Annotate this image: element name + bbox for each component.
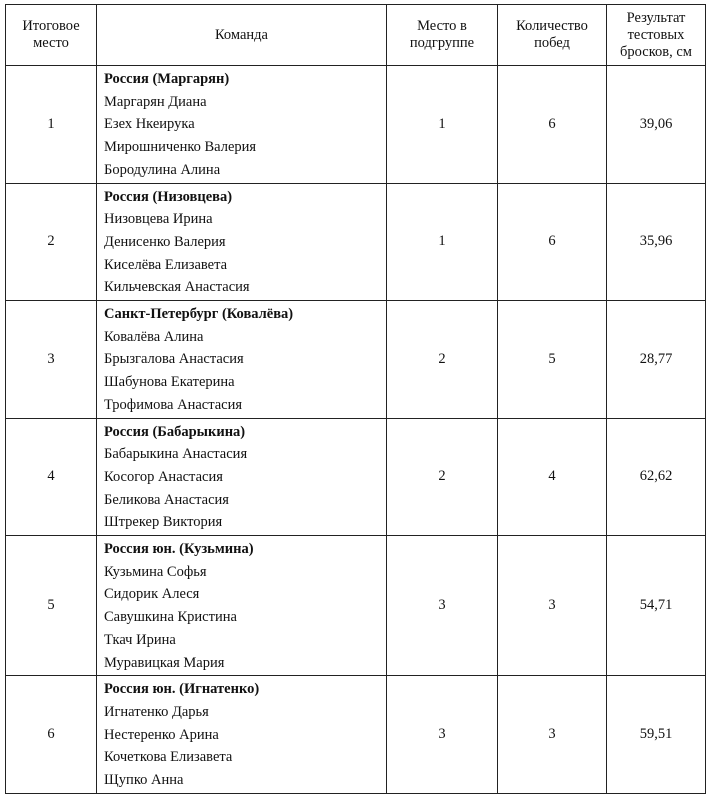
- final-place-cell: 5: [6, 536, 97, 676]
- team-cell: [97, 66, 387, 184]
- throws-result-cell: 39,06: [607, 66, 706, 184]
- team-member: Кильчевская Анастасия: [104, 279, 250, 296]
- header-subgroup-place-line: Место в: [417, 18, 467, 34]
- table-row: [6, 536, 706, 676]
- header-throws-line: Результат: [626, 9, 686, 26]
- table-row: [6, 676, 706, 794]
- team-member: Бородулина Алина: [104, 161, 221, 178]
- team-name: Россия (Маргарян): [104, 71, 230, 87]
- header-subgroup-place: [387, 5, 498, 66]
- header-wins-line: Количество: [516, 18, 588, 34]
- header-final-place-line: место: [33, 35, 69, 51]
- wins-cell: 6: [498, 66, 607, 184]
- header-wins-line: побед: [534, 35, 570, 51]
- final-place-cell: 6: [6, 676, 97, 794]
- table-row: [6, 301, 706, 419]
- team-name: Россия юн. (Кузьмина): [104, 541, 254, 558]
- subgroup-place-cell: 1: [387, 66, 498, 184]
- header-throws-line: бросков, см: [620, 43, 692, 60]
- team-member: Савушкина Кристина: [104, 609, 237, 626]
- team-cell: [97, 301, 387, 419]
- team-name: Санкт-Петербург (Ковалёва): [104, 306, 294, 323]
- team-member: Ковалёва Алина: [104, 328, 204, 345]
- team-member: Шабунова Екатерина: [104, 374, 235, 391]
- team-member: Езех Нкеирука: [104, 116, 195, 133]
- subgroup-place-cell: 1: [387, 183, 498, 301]
- final-place-cell: 4: [6, 418, 97, 536]
- subgroup-place-cell: 2: [387, 418, 498, 536]
- header-final-place: [6, 5, 97, 66]
- team-member: Косогор Анастасия: [104, 468, 223, 485]
- throws-result-cell: 28,77: [607, 301, 706, 419]
- header-row: [6, 5, 706, 66]
- header-throws-line: тестовых: [627, 26, 685, 43]
- header-wins: [498, 5, 607, 66]
- results-table: [5, 4, 706, 794]
- wins-cell: 4: [498, 418, 607, 536]
- header-final-place-line: Итоговое: [22, 18, 80, 34]
- team-member: Муравицкая Мария: [104, 654, 225, 671]
- throws-result-cell: 59,51: [607, 676, 706, 794]
- subgroup-place-cell: 3: [387, 536, 498, 676]
- team-member: Киселёва Елизавета: [104, 256, 228, 273]
- team-member: Низовцева Ирина: [104, 211, 213, 228]
- team-member: Кочеткова Елизавета: [104, 749, 233, 766]
- team-name: Россия юн. (Игнатенко): [104, 681, 260, 698]
- team-cell: [97, 676, 387, 794]
- team-member: Беликова Анастасия: [104, 491, 229, 508]
- final-place-cell: 2: [6, 183, 97, 301]
- team-member: Трофимова Анастасия: [104, 396, 243, 413]
- team-cell: [97, 183, 387, 301]
- team-member: Штрекер Виктория: [104, 514, 223, 531]
- team-member: Игнатенко Дарья: [104, 703, 209, 720]
- wins-cell: 3: [498, 536, 607, 676]
- team-member: Нестеренко Арина: [104, 726, 219, 743]
- team-member: Ткач Ирина: [104, 631, 176, 648]
- subgroup-place-cell: 2: [387, 301, 498, 419]
- team-cell: [97, 536, 387, 676]
- subgroup-place-cell: 3: [387, 676, 498, 794]
- wins-cell: 5: [498, 301, 607, 419]
- team-member: Брызгалова Анастасия: [104, 351, 244, 368]
- team-name: Россия (Бабарыкина): [104, 423, 246, 440]
- throws-result-cell: 62,62: [607, 418, 706, 536]
- table-row: [6, 418, 706, 536]
- team-member: Сидорик Алеся: [104, 586, 200, 603]
- final-place-cell: 3: [6, 301, 97, 419]
- throws-result-cell: 35,96: [607, 183, 706, 301]
- header-throws: [607, 5, 706, 66]
- team-member: Денисенко Валерия: [104, 233, 226, 250]
- team-member: Бабарыкина Анастасия: [104, 446, 248, 463]
- throws-result-cell: 54,71: [607, 536, 706, 676]
- team-member: Маргарян Диана: [104, 93, 207, 110]
- wins-cell: 6: [498, 183, 607, 301]
- table-row: [6, 66, 706, 184]
- final-place-cell: 1: [6, 66, 97, 184]
- wins-cell: 3: [498, 676, 607, 794]
- team-member: Мирошниченко Валерия: [104, 139, 257, 156]
- header-subgroup-place-line: подгруппе: [409, 35, 475, 51]
- team-name: Россия (Низовцева): [104, 188, 233, 205]
- header-team: Команда: [97, 5, 387, 66]
- team-member: Щупко Анна: [104, 772, 184, 789]
- team-cell: [97, 418, 387, 536]
- table-row: [6, 183, 706, 301]
- team-member: Кузьмина Софья: [104, 563, 207, 580]
